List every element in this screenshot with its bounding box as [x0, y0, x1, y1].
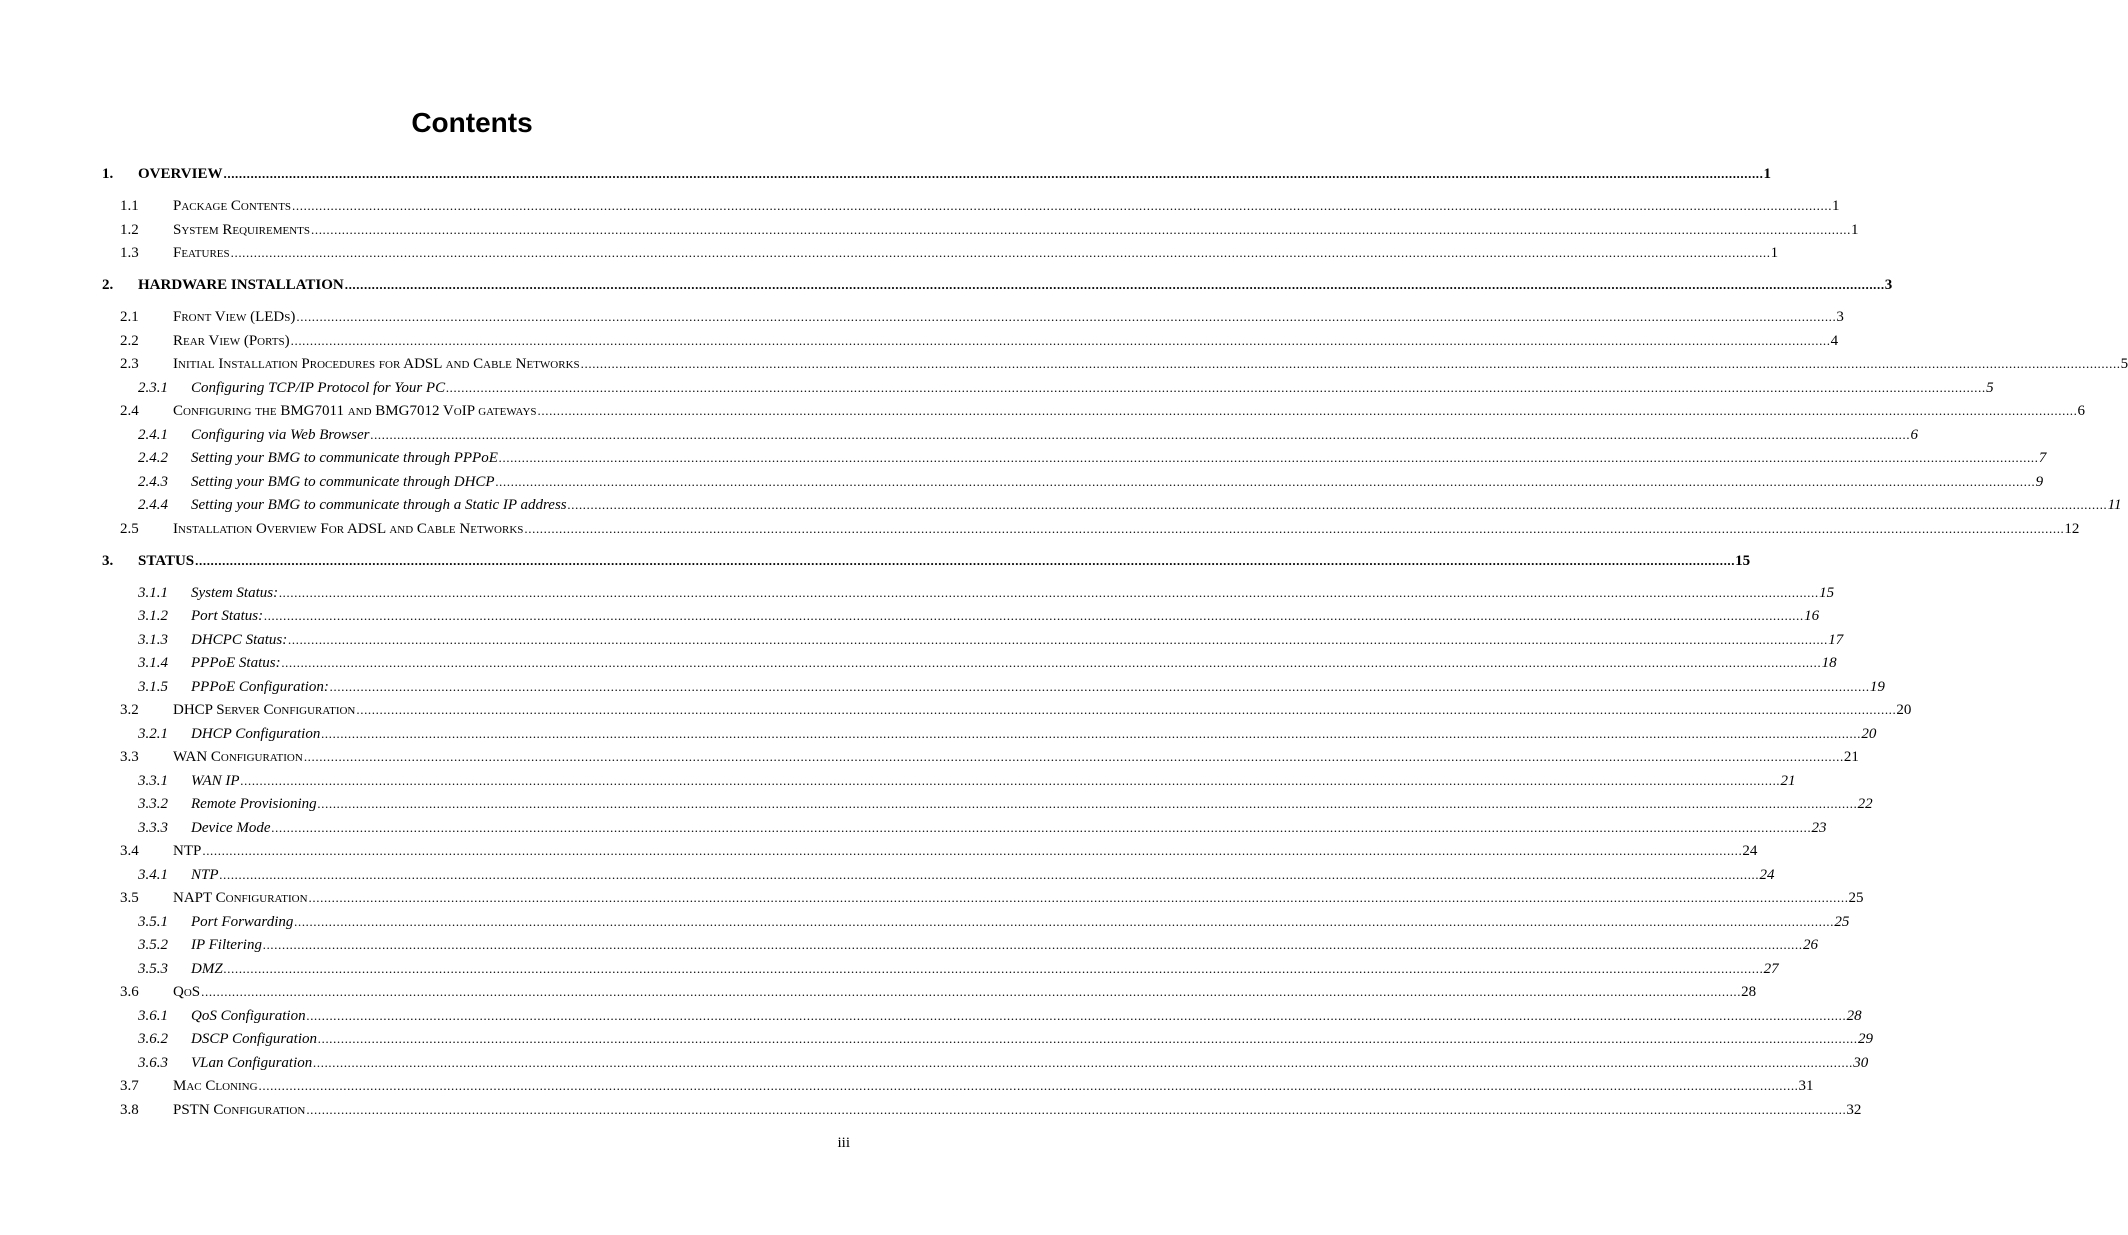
toc-entry-title: Device Mode: [191, 820, 271, 836]
dot-leader: ................................................................................................................................................................................................................................................................................................................................................................................................................: [537, 403, 2078, 418]
dot-leader: ................................................................................................................................................................................................................................................................................................................................................................................................................: [279, 585, 1820, 600]
toc-entry-number: 2.4.1: [138, 427, 168, 443]
toc-entry-number: 2.4: [120, 403, 139, 419]
dot-leader: ................................................................................................................................................................................................................................................................................................................................................................................................................: [271, 820, 1812, 835]
toc-entry-page: 30: [1853, 1055, 1869, 1071]
toc-entry[interactable]: [120, 982, 1757, 1002]
toc-entry[interactable]: [138, 794, 1873, 814]
dot-leader: ................................................................................................................................................................................................................................................................................................................................................................................................................: [303, 749, 1844, 764]
toc-entry-page: 17: [1828, 632, 1844, 648]
toc-entry-number: 3.3.2: [138, 796, 168, 812]
toc-entry-page: 1: [1851, 222, 1859, 238]
toc-entry-number: 3.3.1: [138, 773, 168, 789]
toc-entry-number: 3.5: [120, 890, 139, 906]
toc-entry-page: 7: [2038, 450, 2047, 466]
toc-entry-number: 3.7: [120, 1078, 139, 1094]
toc-entry-number: 3.3.3: [138, 820, 168, 836]
dot-leader: ................................................................................................................................................................................................................................................................................................................................................................................................................: [356, 702, 1897, 717]
dot-leader: ................................................................................................................................................................................................................................................................................................................................................................................................................: [258, 1078, 1799, 1093]
toc-entry-title: Initial Installation Procedures for ADSL and Cable Networks: [173, 356, 580, 372]
dot-leader: ................................................................................................................................................................................................................................................................................................................................................................................................................: [329, 679, 1870, 694]
toc-entry-page: 26: [1802, 937, 1818, 953]
dot-leader: ................................................................................................................................................................................................................................................................................................................................................................................................................: [223, 961, 1764, 976]
toc-entry-page: 31: [1798, 1078, 1814, 1094]
toc-entry-number: 3.1.4: [138, 655, 168, 671]
toc-entry-number: 3.1.5: [138, 679, 168, 695]
toc-entry-number: 3.8: [120, 1102, 139, 1118]
toc-entry[interactable]: [120, 841, 1758, 861]
toc-entry-number: 3.6.1: [138, 1008, 168, 1024]
dot-leader: ................................................................................................................................................................................................................................................................................................................................................................................................................: [281, 655, 1822, 670]
dot-leader: ................................................................................................................................................................................................................................................................................................................................................................................................................: [294, 914, 1835, 929]
page-number-footer: iii: [837, 1135, 850, 1151]
dot-leader: ................................................................................................................................................................................................................................................................................................................................................................................................................: [262, 937, 1803, 952]
toc-entry-title: Front View (LEDs): [173, 309, 296, 325]
toc-entry-title: Remote Provisioning: [191, 796, 317, 812]
toc-entry[interactable]: [120, 888, 1864, 908]
toc-entry-number: 3.5.2: [138, 937, 168, 953]
toc-entry-page: 23: [1811, 820, 1827, 836]
toc-entry-number: 2.2: [120, 333, 139, 349]
toc-entry[interactable]: [120, 307, 1844, 327]
toc-entry-title: Installation Overview For ADSL and Cable Networks: [173, 521, 524, 537]
toc-entry-title: VLan Configuration: [191, 1055, 313, 1071]
dot-leader: ................................................................................................................................................................................................................................................................................................................................................................................................................: [495, 474, 2036, 489]
toc-entry-number: 1.3: [120, 245, 139, 261]
toc-entry[interactable]: [120, 519, 2080, 539]
toc-entry-number: 3.5.3: [138, 961, 168, 977]
dot-leader: ................................................................................................................................................................................................................................................................................................................................................................................................................: [567, 497, 2108, 512]
toc-entry-title: Rear View (Ports): [173, 333, 290, 349]
toc-entry[interactable]: [138, 865, 1775, 885]
toc-entry-title: DSCP Configuration: [191, 1031, 317, 1047]
toc-entry[interactable]: [102, 551, 1751, 571]
toc-entry-page: 18: [1821, 655, 1837, 671]
toc-entry-number: 2.5: [120, 521, 139, 537]
toc-entry-title: WAN Configuration: [173, 749, 303, 765]
toc-entry[interactable]: [138, 583, 1835, 603]
toc-entry-number: 2.1: [120, 309, 139, 325]
dot-leader: ................................................................................................................................................................................................................................................................................................................................................................................................................: [230, 245, 1771, 260]
toc-entry-number: 3.4.1: [138, 867, 168, 883]
toc-entry-number: 3.6: [120, 984, 139, 1000]
toc-entry[interactable]: [138, 724, 1877, 744]
toc-entry-page: 28: [1846, 1008, 1862, 1024]
dot-leader: ................................................................................................................................................................................................................................................................................................................................................................................................................: [311, 222, 1851, 237]
toc-entry-title: Features: [173, 245, 230, 261]
toc-entry-title: Setting your BMG to communicate through a Static IP address: [191, 497, 567, 513]
toc-entry-page: 11: [2107, 497, 2122, 513]
dot-leader: ................................................................................................................................................................................................................................................................................................................................................................................................................: [344, 277, 1885, 292]
toc-entry-page: 21: [1780, 773, 1796, 789]
toc-entry[interactable]: [138, 606, 1820, 626]
dot-leader: ................................................................................................................................................................................................................................................................................................................................................................................................................: [290, 333, 1831, 348]
toc-entry-number: 1.2: [120, 222, 139, 238]
dot-leader: ................................................................................................................................................................................................................................................................................................................................................................................................................: [313, 1055, 1854, 1070]
toc-entry-title: WAN IP: [191, 773, 240, 789]
toc-entry-title: Package Contents: [173, 198, 292, 214]
toc-entry-page: 32: [1846, 1102, 1862, 1118]
dot-leader: ................................................................................................................................................................................................................................................................................................................................................................................................................: [223, 166, 1764, 181]
toc-entry[interactable]: [138, 378, 1994, 398]
toc-entry-page: 6: [2077, 403, 2086, 419]
toc-entry[interactable]: [120, 354, 2128, 374]
toc-entry-page: 20: [1896, 702, 1912, 718]
toc-entry-page: 3: [1884, 277, 1893, 293]
dot-leader: ................................................................................................................................................................................................................................................................................................................................................................................................................: [317, 796, 1858, 811]
toc-entry-page: 1: [1763, 166, 1771, 182]
dot-leader: ................................................................................................................................................................................................................................................................................................................................................................................................................: [202, 843, 1743, 858]
toc-entry-title: Setting your BMG to communicate through DHCP: [191, 474, 495, 490]
toc-entry-title: HARDWARE INSTALLATION: [138, 277, 344, 293]
toc-entry-title: NTP: [191, 867, 219, 883]
toc-entry-title: DMZ: [191, 961, 223, 977]
toc-entry-title: Configuring the BMG7011 and BMG7012 VoIP gateways: [173, 403, 537, 419]
toc-entry-title: System Status:: [191, 585, 279, 601]
toc-entry[interactable]: [138, 1029, 1873, 1049]
toc-entry-title: Mac Cloning: [173, 1078, 258, 1094]
toc-entry-title: DHCP Configuration: [191, 726, 321, 742]
toc-entry[interactable]: [120, 196, 1840, 216]
toc-entry[interactable]: [138, 1006, 1862, 1026]
toc-entry-page: 9: [2035, 474, 2044, 490]
toc-entry-page: 15: [1735, 553, 1751, 569]
dot-leader: ................................................................................................................................................................................................................................................................................................................................................................................................................: [306, 1102, 1847, 1117]
toc-entry-title: NTP: [173, 843, 202, 859]
toc-entry-number: 3.4: [120, 843, 139, 859]
toc-entry-title: STATUS: [138, 553, 195, 569]
toc-entry-page: 29: [1858, 1031, 1873, 1047]
dot-leader: ................................................................................................................................................................................................................................................................................................................................................................................................................: [498, 450, 2039, 465]
toc-entry[interactable]: [138, 1053, 1869, 1073]
toc-entry-page: 19: [1869, 679, 1885, 695]
toc-entry-number: 2.: [102, 277, 114, 293]
toc-entry-title: DHCP Server Configuration: [173, 702, 356, 718]
toc-entry-page: 20: [1861, 726, 1877, 742]
toc-entry-page: 5: [1986, 380, 1994, 396]
toc-entry-title: DHCPC Status:: [191, 632, 288, 648]
toc-entry[interactable]: [102, 275, 1893, 295]
toc-entry-page: 3: [1836, 309, 1844, 325]
toc-entry-title: Port Forwarding: [191, 914, 294, 930]
toc-entry-title: PPPoE Status:: [191, 655, 281, 671]
toc-entry[interactable]: [120, 747, 1859, 767]
toc-entry-page: 1: [1770, 245, 1779, 261]
toc-entry-title: IP Filtering: [191, 937, 262, 953]
dot-leader: ................................................................................................................................................................................................................................................................................................................................................................................................................: [288, 632, 1829, 647]
toc-entry-number: 3.: [102, 553, 114, 569]
toc-entry[interactable]: [138, 771, 1796, 791]
toc-entry-number: 3.6.3: [138, 1055, 168, 1071]
toc-entry-page: 25: [1834, 914, 1850, 930]
toc-entry[interactable]: [120, 243, 1779, 263]
toc-entry-number: 3.2: [120, 702, 139, 718]
dot-leader: ................................................................................................................................................................................................................................................................................................................................................................................................................: [264, 608, 1805, 623]
toc-entry-page: 22: [1857, 796, 1873, 812]
toc-entry-page: 5: [2120, 356, 2128, 372]
dot-leader: ................................................................................................................................................................................................................................................................................................................................................................................................................: [201, 984, 1742, 999]
toc-entry-page: 21: [1843, 749, 1859, 765]
toc-entry-title: System Requirements: [173, 222, 310, 238]
toc-entry-title: QoS Configuration: [191, 1008, 306, 1024]
toc-entry[interactable]: [138, 959, 1779, 979]
toc-entry[interactable]: [138, 818, 1827, 838]
dot-leader: ................................................................................................................................................................................................................................................................................................................................................................................................................: [306, 1008, 1847, 1023]
toc-entry[interactable]: [120, 401, 2086, 421]
toc-entry-number: 2.4.4: [138, 497, 168, 513]
toc-entry[interactable]: [120, 700, 1912, 720]
toc-entry-number: 1.1: [120, 198, 139, 214]
dot-leader: ................................................................................................................................................................................................................................................................................................................................................................................................................: [318, 1031, 1858, 1046]
toc-entry-page: 6: [1910, 427, 1918, 443]
toc-entry-page: 4: [1830, 333, 1839, 349]
toc-entry-number: 3.2.1: [138, 726, 168, 742]
toc-entry[interactable]: [138, 448, 2047, 468]
toc-entry[interactable]: [138, 677, 1885, 697]
toc-entry-number: 2.3.1: [138, 380, 168, 396]
toc-entry-number: 3.1.3: [138, 632, 168, 648]
toc-entry-page: 24: [1742, 843, 1758, 859]
toc-entry[interactable]: [120, 1076, 1814, 1096]
dot-leader: ................................................................................................................................................................................................................................................................................................................................................................................................................: [219, 867, 1760, 882]
toc-entry-page: 12: [2064, 521, 2080, 537]
dot-leader: ................................................................................................................................................................................................................................................................................................................................................................................................................: [292, 198, 1833, 213]
toc-entry-page: 1: [1832, 198, 1840, 214]
toc-entry-title: PSTN Configuration: [173, 1102, 306, 1118]
dot-leader: ................................................................................................................................................................................................................................................................................................................................................................................................................: [296, 309, 1837, 324]
dot-leader: ................................................................................................................................................................................................................................................................................................................................................................................................................: [321, 726, 1862, 741]
dot-leader: ................................................................................................................................................................................................................................................................................................................................................................................................................: [580, 356, 2121, 371]
toc-entry[interactable]: [102, 164, 1771, 184]
toc-entry[interactable]: [120, 331, 1839, 351]
toc-entry[interactable]: [138, 495, 2122, 515]
toc-entry-page: 27: [1763, 961, 1779, 977]
toc-entry-number: 3.3: [120, 749, 139, 765]
toc-entry[interactable]: [138, 653, 1837, 673]
toc-entry-title: Setting your BMG to communicate through PPPoE: [191, 450, 498, 466]
dot-leader: ................................................................................................................................................................................................................................................................................................................................................................................................................: [370, 427, 1911, 442]
toc-entry-page: 25: [1848, 890, 1864, 906]
toc-entry[interactable]: [120, 220, 1859, 240]
toc-entry-number: 3.6.2: [138, 1031, 168, 1047]
dot-leader: ................................................................................................................................................................................................................................................................................................................................................................................................................: [195, 553, 1736, 568]
toc-entry-number: 3.5.1: [138, 914, 168, 930]
toc-entry-number: 2.4.3: [138, 474, 168, 490]
toc-entry-title: QoS: [173, 984, 201, 1000]
toc-entry-title: OVERVIEW: [138, 166, 223, 182]
toc-entry-number: 2.3: [120, 356, 139, 372]
toc-entry[interactable]: [138, 912, 1850, 932]
toc-entry[interactable]: [120, 1100, 1862, 1120]
toc-entry-number: 1.: [102, 166, 114, 182]
toc-entry-title: Port Status:: [191, 608, 264, 624]
dot-leader: ................................................................................................................................................................................................................................................................................................................................................................................................................: [308, 890, 1849, 905]
toc-entry-page: 28: [1741, 984, 1757, 1000]
dot-leader: ................................................................................................................................................................................................................................................................................................................................................................................................................: [524, 521, 2065, 536]
toc-entry-page: 16: [1804, 608, 1820, 624]
dot-leader: ................................................................................................................................................................................................................................................................................................................................................................................................................: [446, 380, 1987, 395]
dot-leader: ................................................................................................................................................................................................................................................................................................................................................................................................................: [240, 773, 1781, 788]
toc-entry-title: Configuring via Web Browser: [191, 427, 370, 443]
toc-entry[interactable]: [138, 630, 1844, 650]
toc-entry-page: 15: [1819, 585, 1835, 601]
toc-entry-title: NAPT Configuration: [173, 890, 308, 906]
toc-entry-title: Configuring TCP/IP Protocol for Your PC: [191, 380, 446, 396]
toc-entry[interactable]: [138, 472, 2044, 492]
toc-entry[interactable]: [138, 935, 1818, 955]
toc-entry[interactable]: [138, 425, 1918, 445]
toc-entry-number: 2.4.2: [138, 450, 168, 466]
toc-entry-title: PPPoE Configuration:: [191, 679, 329, 695]
toc-entry-number: 3.1.2: [138, 608, 168, 624]
toc-entry-page: 24: [1759, 867, 1775, 883]
toc-entry-number: 3.1.1: [138, 585, 168, 601]
page-title: Contents: [411, 107, 533, 138]
